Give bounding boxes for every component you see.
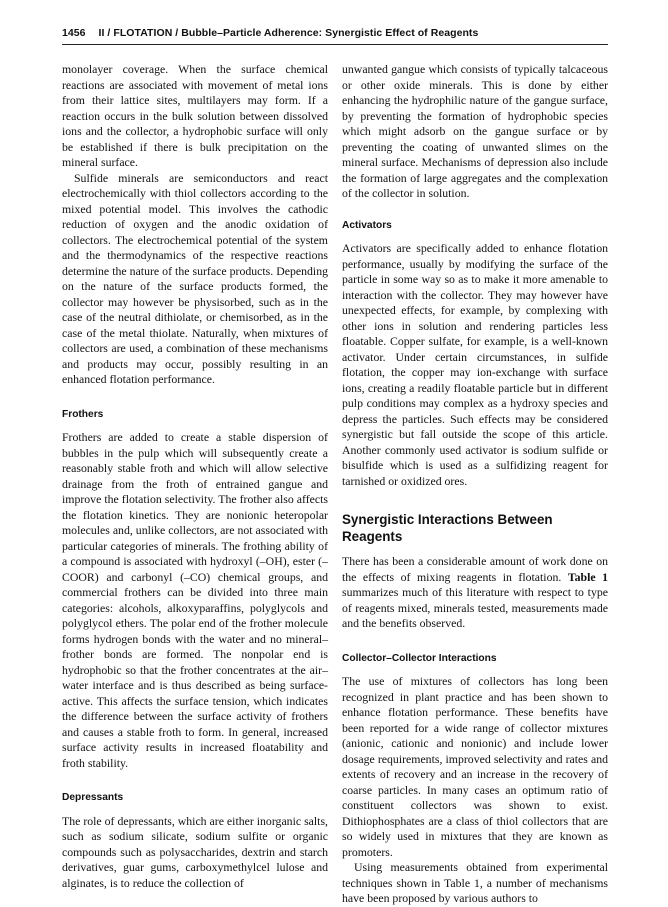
depressants-heading: Depressants [62,792,124,803]
paragraph-frothers: Frothers are added to create a stable dispersion of bubbles in the pulp which will subsequently create a reasonably stable froth and which will allow selective drainage from the froth of entrained gangue and improve the flotation selectivity. The frother also affects the flotation kinetics. They are nonionic heteropolar molecules and, unlike collectors, are not associated with particular categories of minerals. The frothing ability of a compound is associated with hydroxyl (–OH), ester (–COOR) and carbonyl (–CO) chemical groups, and commercial frothers can be divided into three main categories: alcohols, alkoxyparaffins, polyglycols and polyglycol ethers. The polar end of the frother molecule forms hydrogen bonds with the water and no mineral–frother bonds are formed. The nonpolar end is hydrophobic so that the frother concentrates at the air–water interface and is thus described as being surface-active. This affects the surface tension, which indicates the difference between the surface activity of frothers and causes a stable froth to form. In general, increased surface activity results in increased floatability and froth stability. [62,430,328,770]
frothers-heading: Frothers [62,408,104,420]
synergy-text-before: There has been a considerable amount of work done on the effects of mixing reagents in flotation. [342,554,608,584]
left-column [62,62,328,891]
paragraph-collector-mixtures: The use of mixtures of collectors has long been recognized in plant practice and has been shown to enhance flotation performance. These benefits have been reported for a wide range of collector mixtures (anionic, cationic and nonionic) and include lower dosage requirements, improved selectivity and rates and extents of recovery and an increase in the recovery of coarse particles. In many cases an optimum ratio of constituent collectors was shown to exist. Dithiophosphates are a class of thiol collectors that are so widely used in mixtures that they are known as promoters. [342,674,608,859]
right-column [342,62,608,907]
page-number: 1456 [62,27,86,39]
running-title: II / FLOTATION / Bubble–Particle Adherence: Synergistic Effect of Reagents [98,27,479,39]
synergy-heading: Synergistic Interactions Between Reagents [342,512,553,544]
activators-heading: Activators [342,219,392,231]
header-rule [62,44,608,45]
paragraph-mechanisms: Using measurements obtained from experimental techniques shown in Table 1, a number of mechanisms have been proposed by various authors to [342,860,608,905]
paragraph-depressants: The role of depressants, which are either inorganic salts, such as sodium silicate, sodium sulfite or organic compounds such as polysaccharides, dextrin and starch derivatives, guar gums, carboxymethylcel lulose and alginates, is to reduce the collection of [62,813,328,890]
paragraph-sulfide-minerals: Sulfide minerals are semiconductors and react electrochemically with thiol collectors according to the mixed potential model. This involves the cathodic reduction of oxygen and the anodic oxidation of collectors. The electrochemical potential of the system and the thermodynamics of the respective reactions determine the nature of the surface products. Depending on the nature of the surface products formed, the collector may however be physisorbed, such as in the case of the neutral dithiolate, or chemisorbed, as in the case of the metal thiolate. Naturally, when mixtures of collectors are used, a combination of these mechanisms and products may occur, possibly resulting in an enhanced flotation performance. [62,170,328,386]
collector-collector-heading: Collector–Collector Interactions [342,652,497,664]
synergy-text-after: summarizes much of this literature with respect to type of reagents mixed, minerals tested, measurements made and the benefits observed. [342,585,608,630]
paragraph-activators: Activators are specifically added to enhance flotation performance, usually by modifying the surface of the particle in some way so as to make it more amenable to interaction with the collector. They may however have unexpected effects, for example, by complexing with other ions in solution and rendering particles less floatable. Copper sulfate, for example, is a well-known activator. Under certain circumstances, in sulfide flotation, the copper may ion-exchange with surface ions, creating a readily floatable particle but in different pulp conditions may complex as a hydroxy species and depress the particles. Such effects may be considered synergistic but fall outside the scope of this article. Another commonly used activator is sodium sulfide or bisulfide which is used as a sulfidizing reagent for tarnished or oxidized ores. [342,241,608,488]
paragraph-synergy [342,554,608,632]
paragraph-monolayer: monolayer coverage. When the surface chemical reactions are associated with movement of metal ions from their lattice sites, multilayers may form. If a reaction occurs in the bulk solution between dissolved ions and the collector, a hydrophobic surface will only be established if there is bulk precipitation on the mineral surface. [62,62,328,169]
paragraph-gangue: unwanted gangue which consists of typically talcaceous or other oxide minerals. This is done by either enhancing the hydrophilic nature of the gangue surface, by preventing the formation of hydrophobic species which might adsorb on the gangue surface or by preventing the coating of unwanted slimes on the mineral surface. Mechanisms of depression also include the formation of large aggregates and the complexation of the collector in solution. [342,62,608,200]
running-header [62,27,608,39]
table-1-reference: Table 1 [567,569,609,584]
